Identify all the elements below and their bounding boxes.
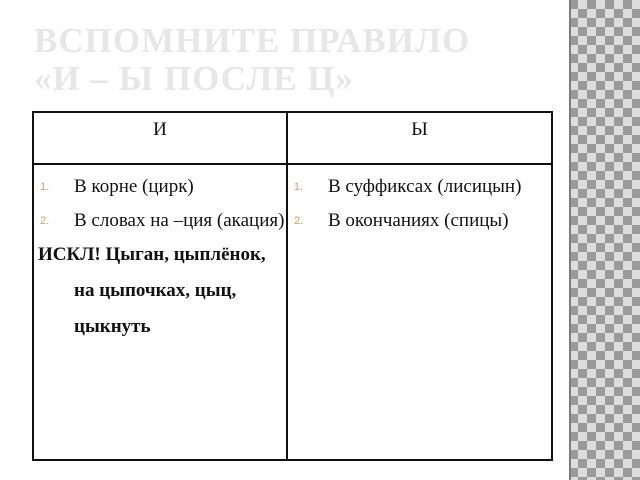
exception-text: ИСКЛ! Цыган, цыплёнок, на цыпочках, цыц, цыкнуть (38, 244, 266, 337)
i-rules-list (34, 171, 286, 237)
title-line: «И – Ы ПОСЛЕ Ц» (34, 59, 355, 98)
cell-i-rules (33, 164, 287, 460)
title-line: ВСПОМНИТЕ ПРАВИЛО (34, 21, 471, 60)
y-rules-list (288, 171, 551, 237)
list-item: В окончаниях (спицы) (328, 210, 509, 231)
list-item: В словах на –ция (акация) (74, 210, 285, 231)
table-header-row (33, 112, 552, 164)
header-y: Ы (287, 112, 552, 164)
list-item: В суффиксах (лисицын) (328, 176, 522, 197)
list-item: В корне (цирк) (74, 176, 194, 197)
table-row (33, 164, 552, 460)
slide-title (34, 22, 554, 98)
decorative-side-pattern (569, 0, 640, 480)
rules-table (32, 111, 553, 461)
cell-y-rules (287, 164, 552, 460)
header-i: И (33, 112, 287, 164)
